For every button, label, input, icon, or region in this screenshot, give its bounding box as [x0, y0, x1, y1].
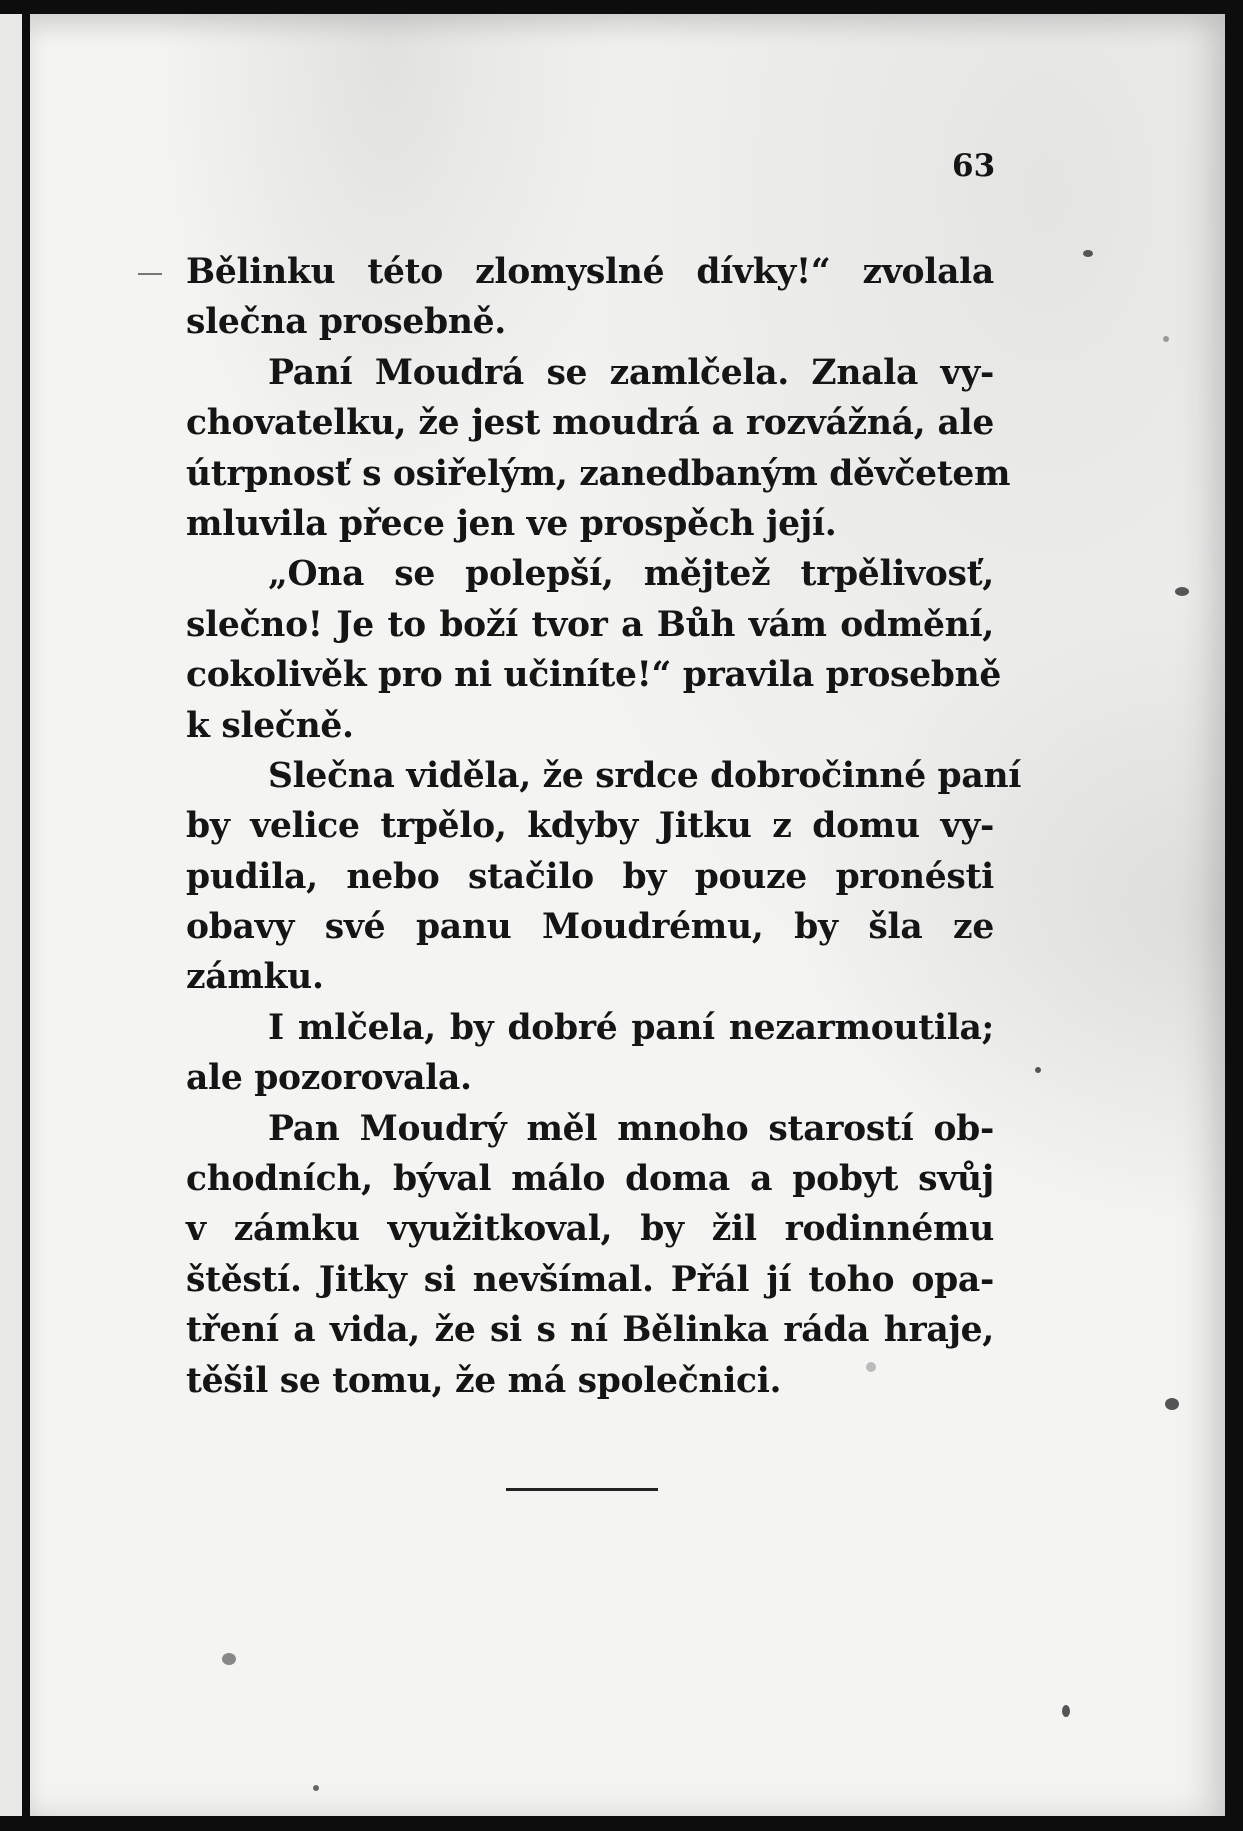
- text-line: Paní Moudrá se zamlčela. Znala vy-: [268, 352, 994, 393]
- text-line: zámku.: [186, 957, 324, 998]
- dust-speck: [866, 1362, 876, 1372]
- text-line: pudila, nebo stačilo by pouze pronésti: [186, 856, 994, 897]
- dust-speck: [222, 1653, 236, 1665]
- text-line: útrpnosť s osiřelým, zanedbaným děvčetem: [186, 453, 1011, 494]
- text-line: těšil se tomu, že má společnici.: [186, 1360, 782, 1401]
- text-line: slečna prosebně.: [186, 302, 506, 343]
- text-line: tření a vida, že si s ní Bělinka ráda hraje,: [186, 1310, 994, 1351]
- text-line: mluvila přece jen ve prospěch její.: [186, 503, 837, 544]
- text-line: by velice trpělo, kdyby Jitku z domu vy-: [186, 806, 994, 847]
- dust-speck: [1165, 1398, 1179, 1410]
- text-line: chodních, býval málo doma a pobyt svůj: [186, 1159, 994, 1200]
- text-line: slečno! Je to boží tvor a Bůh vám odmění,: [186, 604, 994, 645]
- end-rule: [506, 1488, 658, 1491]
- text-line: „Ona se polepší, mějtež trpělivosť,: [268, 554, 994, 595]
- text-line: obavy své panu Moudrému, by šla ze: [186, 907, 994, 948]
- dust-speck: [1035, 1067, 1041, 1073]
- margin-dash: [138, 273, 162, 275]
- text-line: cokolivěk pro ni učiníte!“ pravila prosebně: [186, 655, 1002, 696]
- dust-speck: [313, 1785, 319, 1791]
- text-line: v zámku využitkoval, by žil rodinnému: [186, 1209, 994, 1250]
- text-line: Slečna viděla, že srdce dobročinné paní: [268, 755, 1022, 796]
- text-line: ale pozorovala.: [186, 1058, 472, 1099]
- text-line: k slečně.: [186, 705, 354, 746]
- text-line: I mlčela, by dobré paní nezarmoutila;: [268, 1007, 994, 1048]
- dust-speck: [1062, 1705, 1070, 1717]
- page-number: 63: [952, 148, 996, 184]
- text-line: Bělinku této zlomyslné dívky!“ zvolala: [186, 252, 994, 292]
- adjacent-page-edge: [0, 14, 22, 1816]
- text-line: štěstí. Jitky si nevšímal. Přál jí toho opa-: [186, 1259, 994, 1300]
- text-line: Pan Moudrý měl mnoho starostí ob-: [268, 1108, 994, 1149]
- dust-speck: [1083, 250, 1093, 257]
- dust-speck: [1175, 587, 1189, 596]
- body-text: [186, 247, 1022, 1406]
- text-line: chovatelku, že jest moudrá a rozvážná, ale: [186, 403, 994, 444]
- dust-speck: [1163, 336, 1169, 342]
